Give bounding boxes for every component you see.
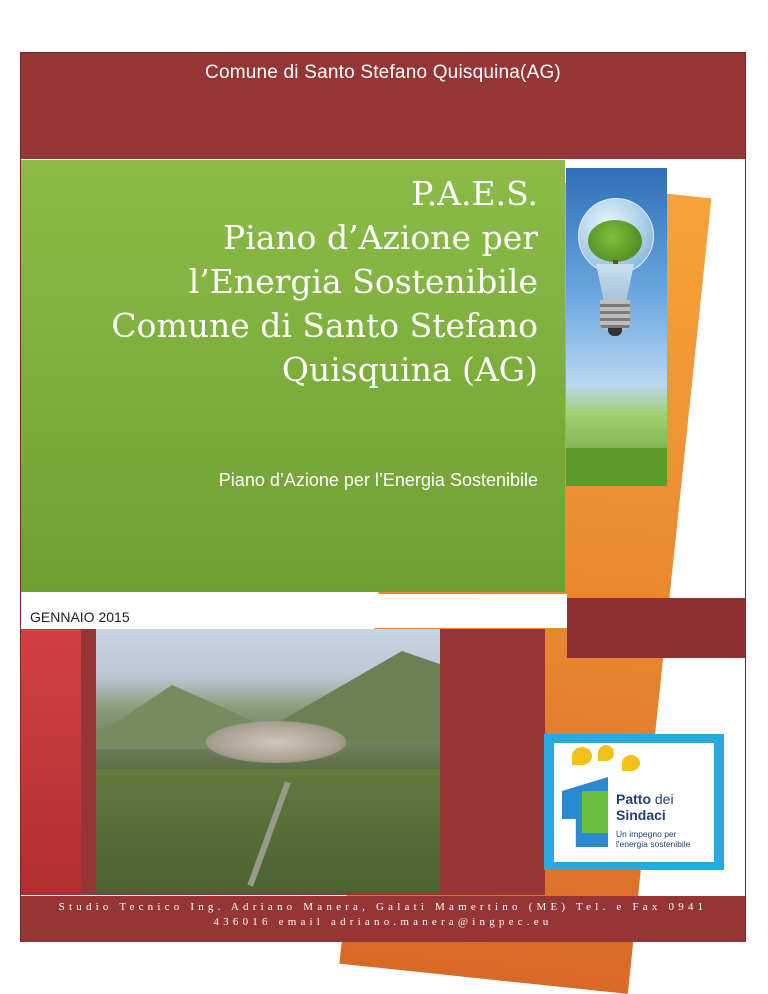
red-side-block: [21, 629, 81, 895]
cover-title-line: P.A.E.S.: [411, 174, 538, 213]
cover-title-line: Quisquina (AG): [281, 350, 538, 389]
lightbulb-neck: [596, 264, 634, 300]
cover-title-line: Comune di Santo Stefano: [111, 306, 538, 345]
cover-date: GENNAIO 2015: [30, 609, 130, 625]
logo-figure-green-icon: [582, 791, 608, 833]
cover-title-line: Piano d’Azione per: [223, 218, 538, 257]
footer-line: Studio Tecnico Ing. Adriano Manera, Galati Mamertino (ME) Tel. e Fax 0941: [58, 901, 708, 913]
logo-name-sindaci: Sindaci: [616, 807, 666, 823]
leaf-icon: [572, 747, 592, 765]
tree-crown: [588, 220, 642, 262]
leaf-icon: [598, 745, 614, 761]
town-landscape-photo: [96, 629, 440, 893]
logo-tagline-line2: l'energia sostenibile: [616, 839, 691, 849]
red-accent-block: [567, 598, 745, 658]
town-buildings: [206, 721, 346, 763]
grass-field: [566, 448, 667, 486]
cover-subtitle: Piano d’Azione per l’Energia Sostenibile: [218, 470, 538, 490]
logo-tagline: [616, 829, 690, 849]
logo-name: [616, 791, 674, 823]
lightbulb-base: [600, 300, 630, 330]
footer-line: 436016 email adriano.manera@ingpec.eu: [213, 916, 553, 928]
leaf-icon: [622, 755, 640, 771]
logo-tagline-line1: Un impegno per: [616, 829, 677, 839]
lightbulb-tip: [608, 328, 622, 336]
cover-title: [28, 172, 538, 392]
logo-name-patto: Patto: [616, 791, 651, 807]
logo-inner-box: [554, 743, 714, 862]
logo-name-dei: dei: [654, 791, 674, 807]
header-title: Comune di Santo Stefano Quisquina(AG): [205, 62, 561, 83]
cover-title-line: l’Energia Sostenibile: [188, 262, 538, 301]
lightbulb-tree-image: [566, 168, 667, 486]
patto-dei-sindaci-logo: [544, 734, 724, 870]
footer-contact: [30, 900, 736, 930]
